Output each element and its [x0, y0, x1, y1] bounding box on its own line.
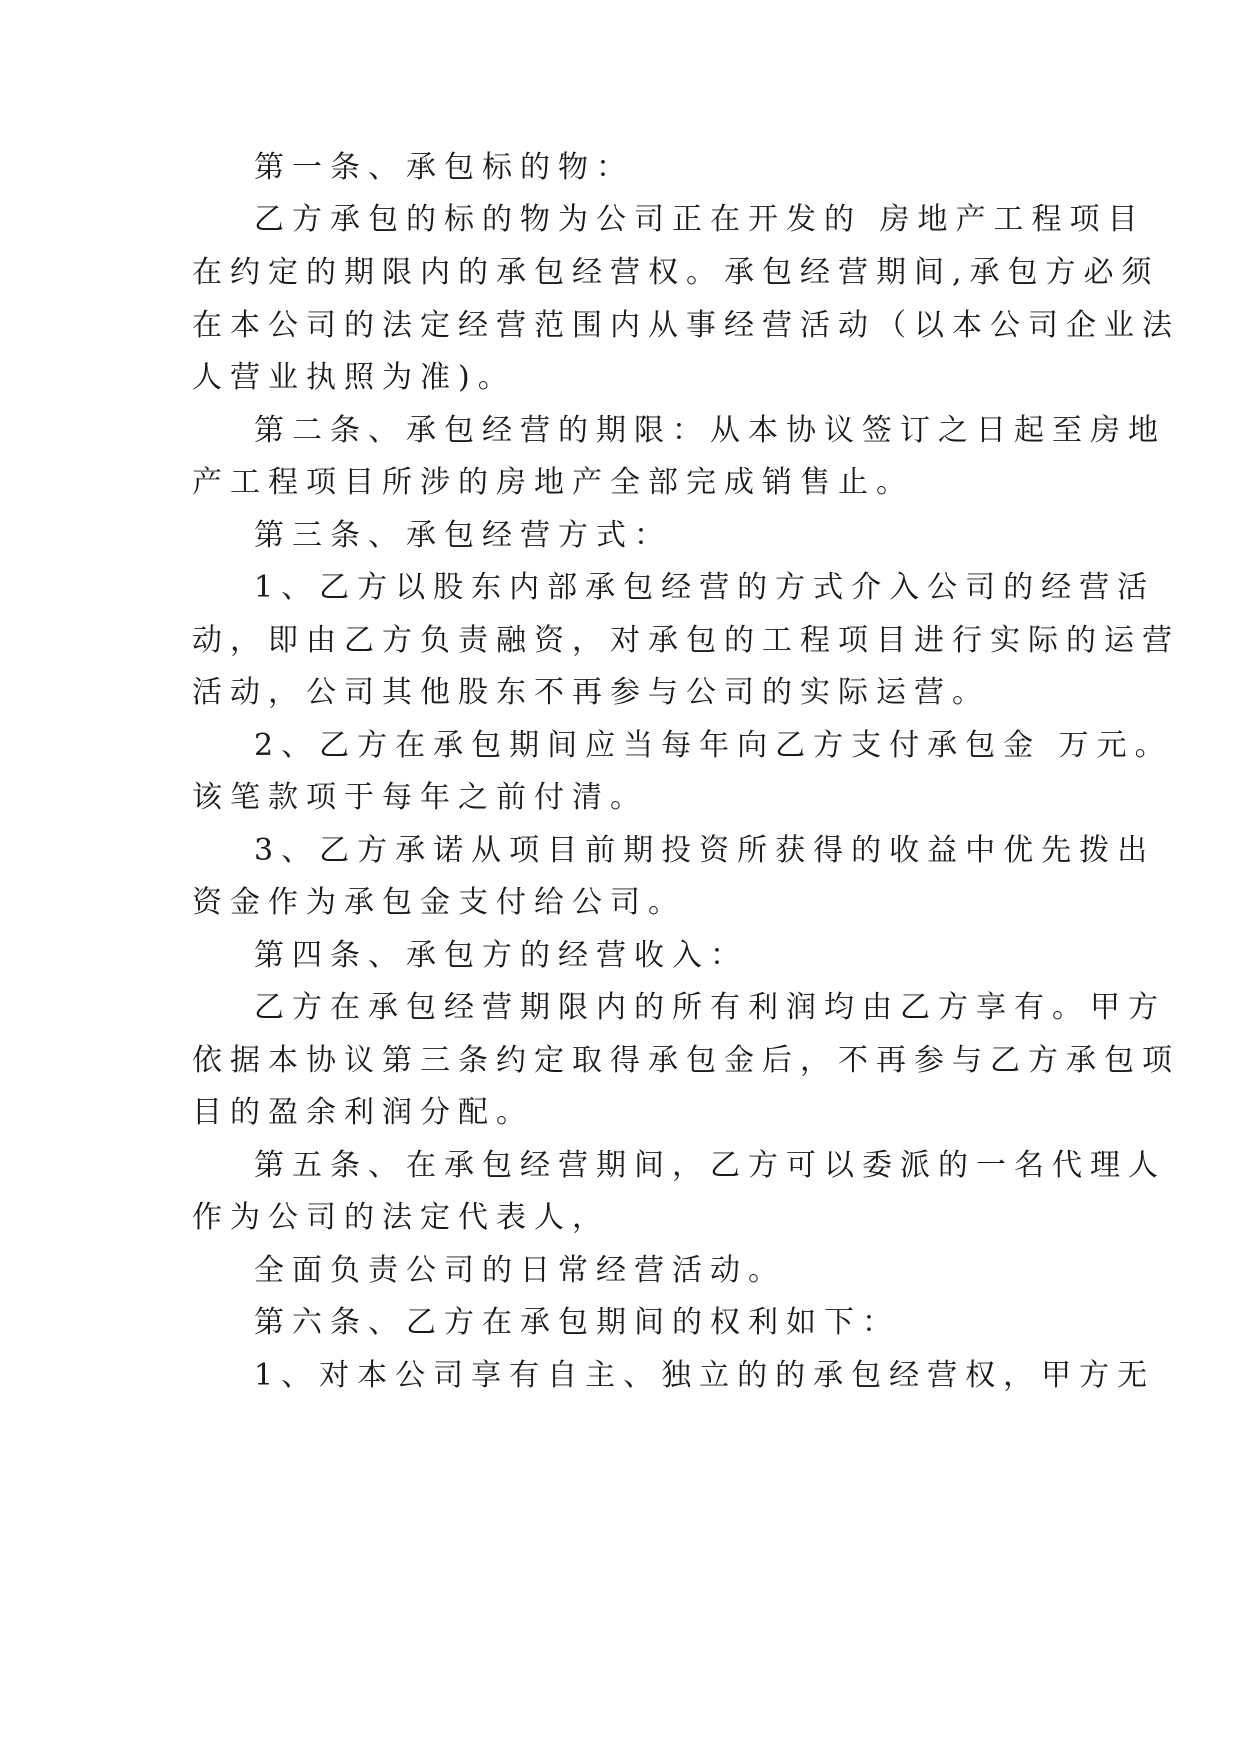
article-3-item-1-line: 活动，公司其他股东不再参与公司的实际运营。 [192, 675, 990, 710]
article-4-paragraph-line: 目的盈余利润分配。 [192, 1095, 534, 1130]
article-3-item-2-line: 2、乙方在承包期间应当每年向乙方支付承包金 万元。 [254, 728, 1173, 763]
article-6-heading: 第六条、乙方在承包期间的权利如下： [254, 1305, 900, 1340]
article-1-paragraph-line: 在约定的期限内的承包经营权。承包经营期间,承包方必须 [192, 255, 1160, 290]
article-3-item-3-line: 资金作为承包金支付给公司。 [192, 885, 686, 920]
article-3-item-2-line: 该笔款项于每年之前付清。 [192, 780, 648, 815]
article-4-paragraph-line: 乙方在承包经营期限内的所有利润均由乙方享有。甲方 [254, 990, 1166, 1025]
article-5-paragraph-line: 第五条、在承包经营期间，乙方可以委派的一名代理人 [254, 1148, 1166, 1183]
article-3-heading: 第三条、承包经营方式： [254, 518, 672, 553]
article-4-paragraph-line: 依据本协议第三条约定取得承包金后，不再参与乙方承包项 [192, 1043, 1180, 1078]
article-5-paragraph-line: 作为公司的法定代表人， [192, 1200, 610, 1235]
article-3-item-1-line: 动，即由乙方负责融资，对承包的工程项目进行实际的运营 [192, 623, 1180, 658]
article-6-item-1-line: 1、对本公司享有自主、独立的的承包经营权，甲方无 [254, 1358, 1156, 1393]
article-5-paragraph-line: 全面负责公司的日常经营活动。 [254, 1253, 786, 1288]
article-3-item-1-line: 1、乙方以股东内部承包经营的方式介入公司的经营活 [254, 570, 1156, 605]
article-1-paragraph-line: 人营业执照为准)。 [192, 360, 516, 395]
article-2-paragraph-line: 第二条、承包经营的期限：从本协议签订之日起至房地 [254, 413, 1166, 448]
article-2-paragraph-line: 产工程项目所涉的房地产全部完成销售止。 [192, 465, 914, 500]
article-3-item-3-line: 3、乙方承诺从项目前期投资所获得的收益中优先拨出 [254, 833, 1156, 868]
article-4-heading: 第四条、承包方的经营收入： [254, 938, 748, 973]
article-1-heading: 第一条、承包标的物： [254, 150, 634, 185]
article-1-paragraph-line: 乙方承包的标的物为公司正在开发的 房地产工程项目 [254, 202, 1146, 237]
article-1-paragraph-line: 在本公司的法定经营范围内从事经营活动（以本公司企业法 [192, 308, 1180, 343]
